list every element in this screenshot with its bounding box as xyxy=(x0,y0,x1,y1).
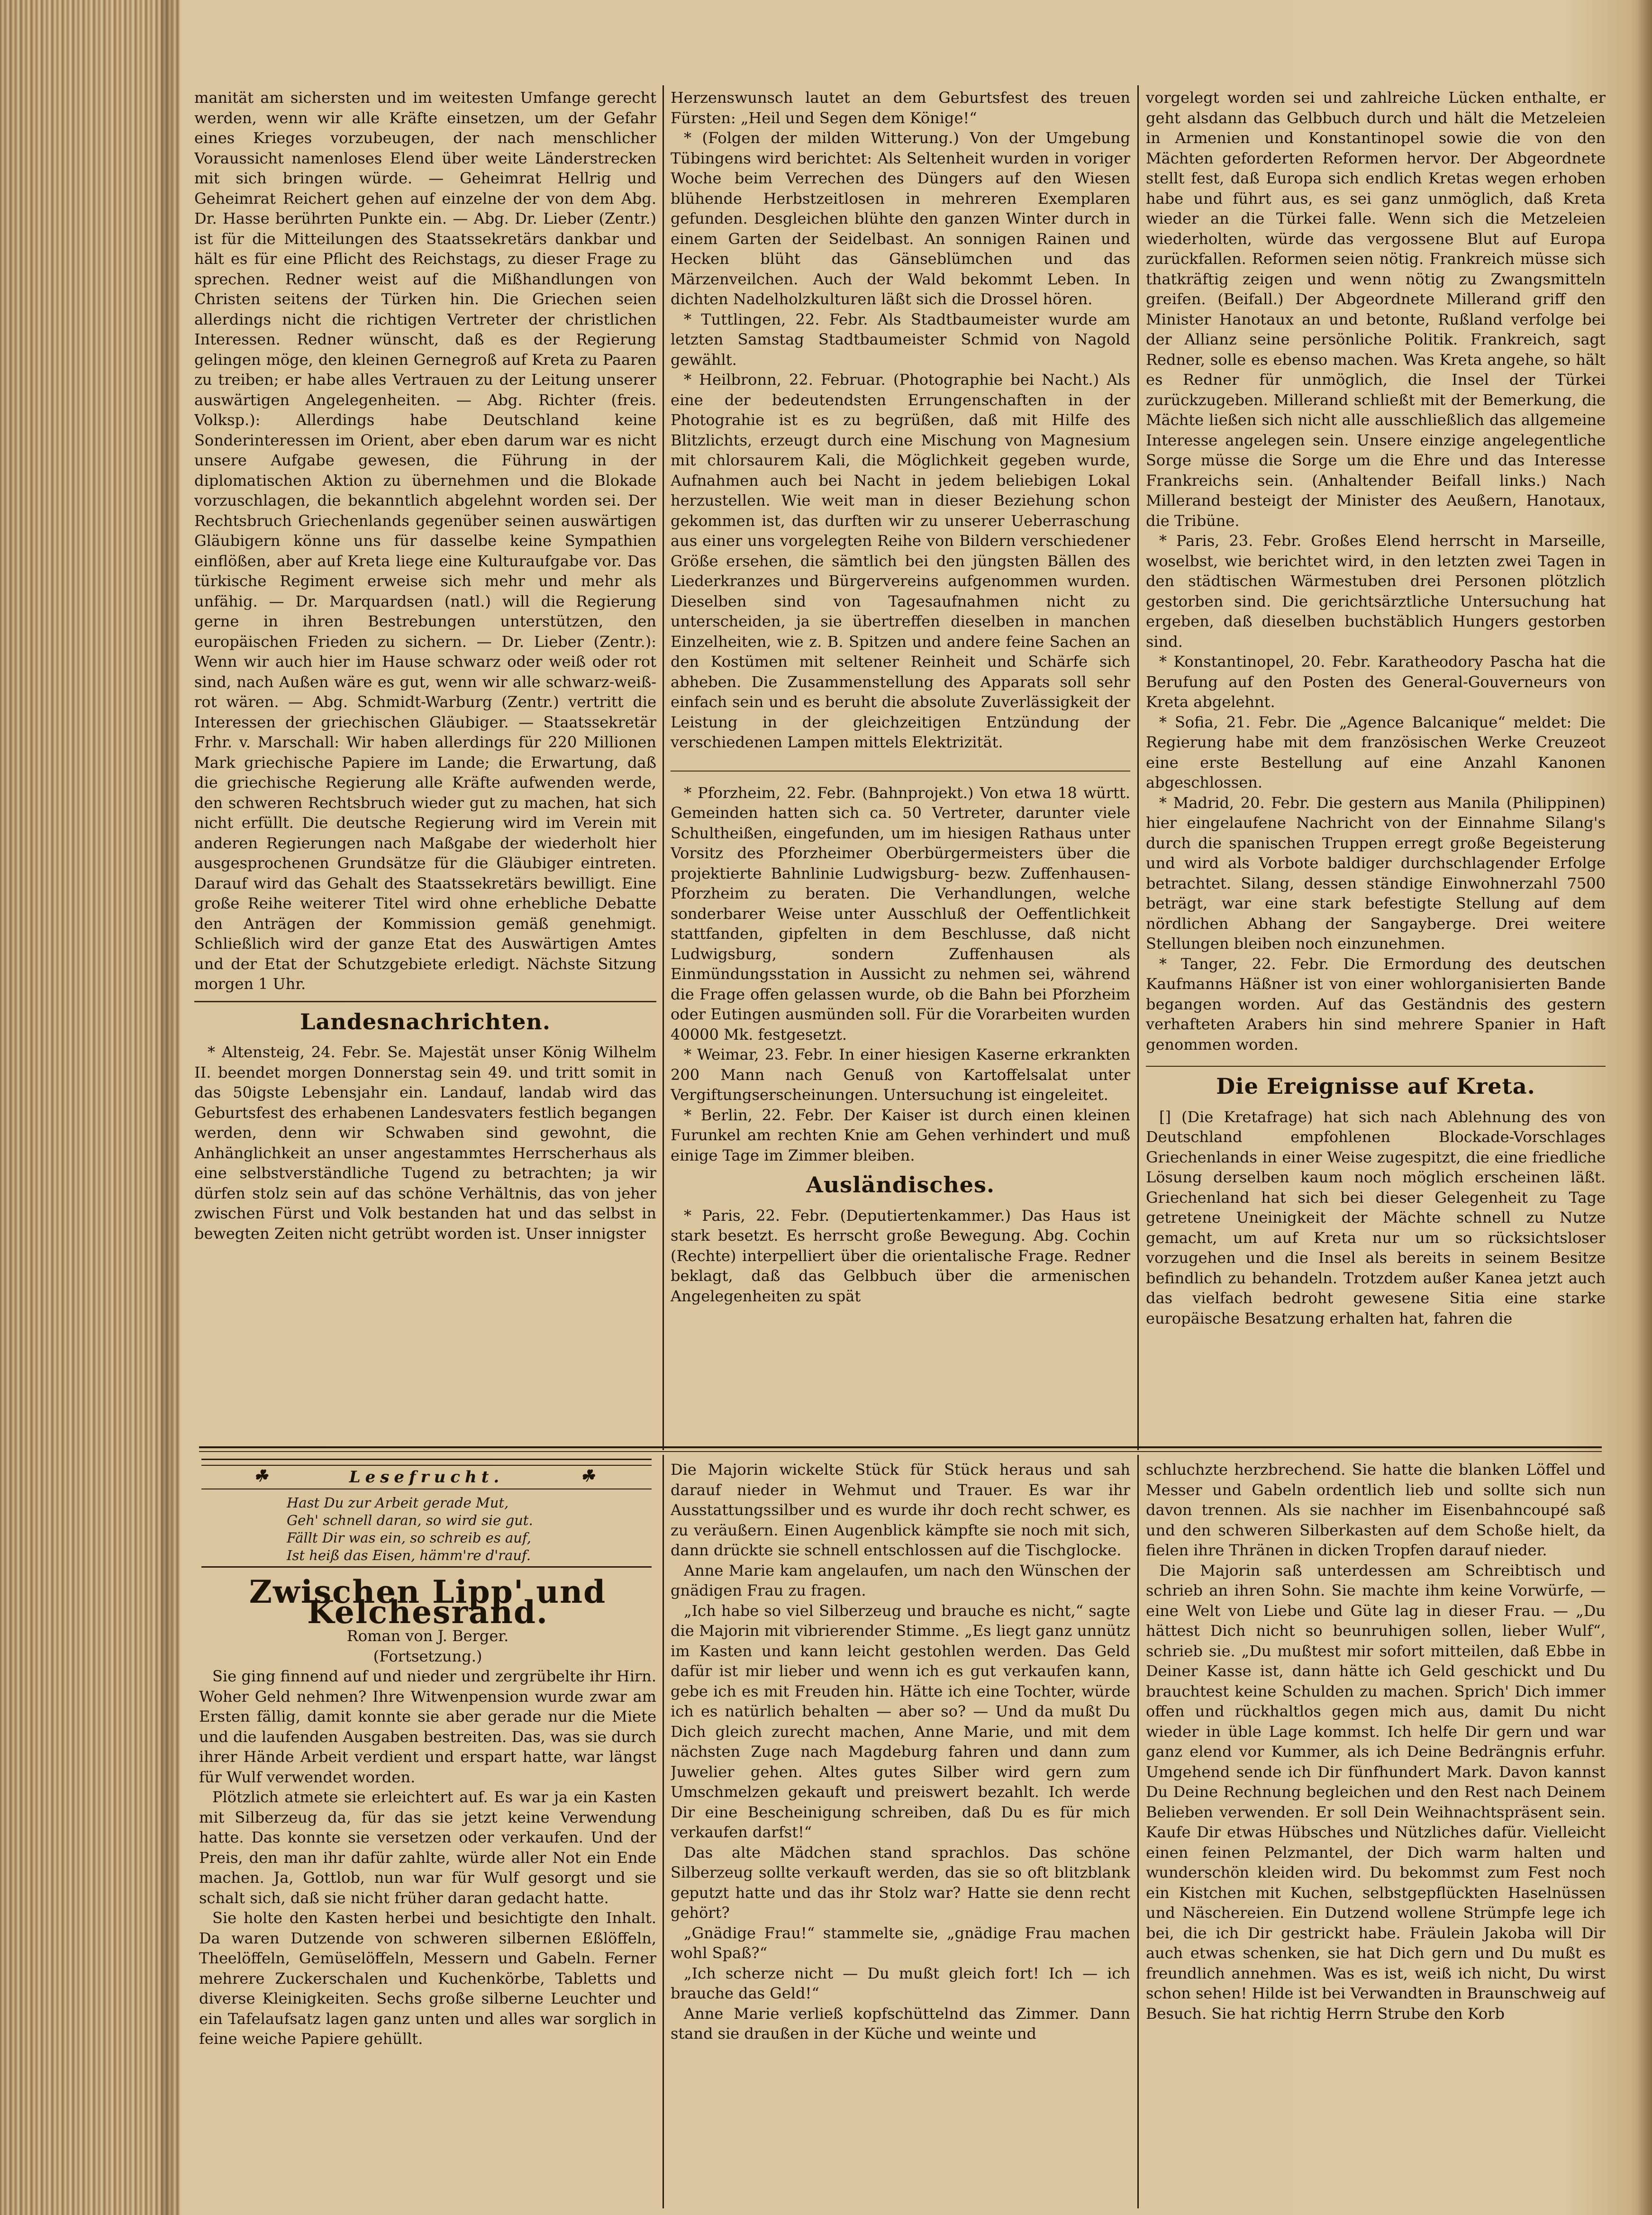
poem-line: Ist heiß das Eisen, hämm're d'rauf. xyxy=(287,1547,531,1563)
column-1-upper xyxy=(194,88,656,1424)
article-paris-misery: * Paris, 23. Febr. Großes Elend herrscht in Marseille, woselbst, wie berichtet wird, in den letzten zwei Tagen in den städtischen Wärmestuben drei Personen plötzlich gestorben sind. Die gerichtsärztliche Untersuchung hat ergeben, daß dieselben buchstäblich Hungers gestorben sind. xyxy=(1146,532,1606,651)
article-pforzheim: * Pforzheim, 22. Febr. (Bahnprojekt.) Von etwa 18 württ. Gemeinden hatten sich ca. 50 Vertreter, darunter viele Schultheißen, eingefunden, um im hiesigen Rathaus unter Vorsitz des Pforzheimer Oberbürgermeisters über die projektierte Bahnlinie Ludwigsburg- bezw. Zuffenhausen-Pforzheim zu beraten. Die Verhandlungen, welche sonderbarer Weise unter Ausschluß der Oeffentlichkeit stattfanden, gipfelten in dem Beschlusse, daß nicht Ludwigsburg, sondern Zuffenhausen als Einmündungsstation in Aussicht zu nehmen sei, während die Frage offen gelassen wurde, ob die Bahn bei Pforzheim oder Eutingen ausmünden soll. Für die Vorarbeiten wurden 40000 Mk. festgesetzt. xyxy=(671,783,1130,1044)
feuilleton-divider-thin xyxy=(199,1451,1602,1452)
article-kretafrage: [] (Die Kretafrage) hat sich nach Ablehnung des von Deutschland empfohlenen Blockade-Vorschlages Griechenlands in einer Weise zugespitzt, die eine friedliche Lösung derselben kaum noch möglich erscheinen läßt. Griechenland hat sich bei dieser Gelegenheit zu Tage getretene Uneinigkeit der Mächte schnell zu Nutze gemacht, um auf Kreta nur um so rücksichtsloser vorzugehen und die Insel als bereits in seinem Besitze befindlich zu behandeln. Trotzdem außer Kanea jetzt auch das vielfach bedroht gewesene Sitia eine starke europäische Besatzung erhalten hat, fahren die xyxy=(1146,1108,1606,1327)
poem-line: Fällt Dir was ein, so schreib es auf, xyxy=(287,1530,531,1546)
heading-landesnachrichten: Landesnachrichten. xyxy=(300,1008,551,1035)
article-weather: * (Folgen der milden Witterung.) Von der Umgebung Tübingens wird berichtet: Als Seltenheit wurden in voriger Woche beim Verrechen des Düngers auf den Wiesen blühende Herbstzeitlosen in mehreren Exemplaren gefunden. Desgleichen blühte den ganzen Winter durch in einem Garten der Seidelbast. An sonnigen Rainen und Hecken blüht das Gänseblümchen und das Märzenveilchen. Auch der Wald bekommt Leben. In dichten Nadelholzkulturen läßt sich die Drossel hören. xyxy=(671,129,1130,308)
article-birthday-wish: Herzenswunsch lautet an dem Geburtsfest des treuen Fürsten: „Heil und Segen dem Könige!“ xyxy=(671,89,1130,127)
article-heilbronn: * Heilbronn, 22. Februar. (Photographie bei Nacht.) Als eine der bedeutendsten Errungenschaften in der Photograhie ist es zu begrüßen, daß mit Hilfe des Blitzlichts, erzeugt durch eine Mischung von Magnesium mit chlorsaurem Kali, die Möglichkeit gegeben wurde, Aufnahmen auch bei Nacht in jedem beliebigen Lokal herzustellen. Wie weit man in dieser Beziehung schon gekommen ist, das durften wir zu unserer Ueberraschung aus einer uns vorgelegten Reihe von Bildern verschiedener Größe ersehen, die sämtlich bei den jüngsten Bällen des Liederkranzes und Bürgervereins aufgenommen wurden. Dieselben sind von Tagesaufnahmen nicht zu unterscheiden, ja sie übertreffen dieselben in manchen Einzelheiten, wie z. B. Spitzen und andere feine Sachen an den Kostümen mit seltener Reinheit und Schärfe sich abheben. Die Zusammenstellung des Apparats soll sehr einfach sein und es beruht die absolute Zuverlässigkeit der Leistung in der gleichzeitigen Entzündung der verschiedenen Lampen mittels Elektrizität. xyxy=(671,371,1130,751)
novel-paragraph: Die Majorin saß unterdessen am Schreibtisch und schrieb an ihren Sohn. Sie machte ihm keine Vorwürfe, — eine Welt von Liebe und Güte lag in dieser Frau. — „Du hättest Dich nicht so beunruhigen sollen, lieber Wulf“, schrieb sie. „Du mußtest mir sofort mitteilen, daß Ebbe in Deiner Kasse ist, dann hätte ich Geld geschickt und Du brauchtest keine Schulden zu machen. Sprich' Dich immer offen und rückhaltlos gegen mich aus, damit Du nicht wieder in üble Lage kommst. Ich helfe Dir gern und war ganz elend vor Kummer, als ich Deine Bedrängnis erfuhr. Umgehend sende ich Dir fünfhundert Mark. Davon kannst Du Deine Rechnung begleichen und den Rest nach Deinem Belieben verwenden. Er soll Dein Weihnachtspräsent sein. Kaufe Dir etwas Hübsches und Nützliches dafür. Vielleicht einen feinen Pelzmantel, der Dich warm halten und wunderschön kleiden wird. Du bekommst zum Fest noch ein Kistchen mit Kuchen, selbstgepflückten Haselnüssen und Näschereien. Ein Dutzend wollene Strümpfe lege ich bei, die ich Dir gestrickt habe. Fräulein Jakoba will Dir auch etwas schenken, sie hat Dich gern und Du mußt es freundlich annehmen. Was es ist, weiß ich nicht, Du wirst schon sehen! Hilde ist bei Verwandten in Braunschweig auf Besuch. Sie hat richtig Herrn Strube den Korb xyxy=(1146,1561,1606,2023)
novel-continuation: (Fortsetzung.) xyxy=(373,1647,482,1665)
article-altensteig: * Altensteig, 24. Febr. Se. Majestät unser König Wilhelm II. beendet morgen Donnerstag sein 49. und tritt somit in das 50igste Lebensjahr ein. Landauf, landab wird das Geburtsfest des erhabenen Landesvaters festlich begangen werden, denn wir Schwaben sind gewohnt, die Anhänglichkeit an unser angestammtes Herrscherhaus als eine selbstverständliche Tugend zu betrachten; ja wir dürfen stolz sein auf das schöne Verhältnis, das von jeher zwischen Fürst und Volk bestanden hat und das selbst in bewegten Zeiten nicht getrübt worden ist. Unser innigster xyxy=(194,1043,656,1243)
novel-paragraph: schluchzte herzbrechend. Sie hatte die blanken Löffel und Messer und Gabeln ordentlich lieb und sollte sich nun davon trennen. Als sie nachher im Eisenbahncoupé saß und den schweren Silberkasten auf dem Schoße hielt, da fielen ihre Thränen in dicken Tropfen darauf nieder. xyxy=(1146,1461,1606,1559)
column-2-upper xyxy=(671,88,1130,1424)
novel-paragraph: „Ich scherze nicht — Du mußt gleich fort! Ich — ich brauche das Geld!“ xyxy=(671,1964,1130,2002)
section-divider xyxy=(1146,1066,1606,1067)
book-binding-edge xyxy=(0,0,180,2215)
novel-paragraph: „Gnädige Frau!“ stammelte sie, „gnädige Frau machen wohl Spaß?“ xyxy=(671,1924,1130,1962)
clover-ornament-icon: ☘ xyxy=(254,1467,273,1486)
novel-author: Roman von J. Berger. xyxy=(346,1627,509,1645)
section-divider xyxy=(194,1001,656,1002)
reichstag-report: manität am sichersten und im weitesten Umfange gerecht werden, wenn wir alle Kräfte einsetzen, um der Gefahr eines Krieges vorzubeugen, der nach menschlicher Voraussicht namenloses Elend über weite Länderstrecken mit sich bringen würde. — Geheimrat Hellrig und Geheimrat Reichert gehen auf einzelne der von dem Abg. Dr. Hasse berührten Punkte ein. — Abg. Dr. Lieber (Zentr.) ist für die Mitteilungen des Staatssekretärs dankbar und hält es für eine Pflicht des Reichstags, zu dieser Frage zu sprechen. Redner weist auf die Mißhandlungen von Christen seitens der Türken hin. Die Griechen seien allerdings nicht die richtigen Vertreter der christlichen Interessen. Redner wünscht, daß es der Regierung gelingen möge, den kleinen Gernegroß auf Kreta zu Paaren zu treiben; er habe alles Vertrauen zu der Leitung unserer auswärtigen Angelegenheiten. — Abg. Richter (freis. Volksp.): Allerdings habe Deutschland keine Sonderinteressen im Orient, aber eben darum war es nicht unsere Aufgabe gewesen, die Führung in der diplomatischen Aktion zu übernehmen und die Blokade vorzuschlagen, die bekanntlich abgelehnt worden sei. Der Rechtsbruch Griechenlands gegenüber seinen auswärtigen Gläubigern könne uns für dasselbe keine Sympathien einflößen, aber auf Kreta liege eine Kulturaufgabe vor. Das türkische Regiment erweise sich mehr und mehr als unfähig. — Dr. Marquardsen (natl.) will die Regierung gerne in ihren Bestrebungen unterstützen, den europäischen Frieden zu sichern. — Dr. Lieber (Zentr.): Wenn wir auch hier im Hause schwarz oder weiß oder rot sind, nach Außen wäre es gut, wenn wir alle schwarz-weiß-rot wären. — Abg. Schmidt-Warburg (Zentr.) vertritt die Interessen der griechischen Gläubiger. — Staatssekretär Frhr. v. Marschall: Wir haben allerdings für 220 Millionen Mark griechische Papiere im Lande; die Erwartung, daß die griechische Regierung alle Kräfte aufwenden werde, den schweren Rechtsbruch wieder gut zu machen, hat sich nicht erfüllt. Die deutsche Regierung wird im Verein mit anderen Regierungen nach Maßgabe der wiederholt hier ausgesprochenen Grundsätze für die Gläubiger eintreten. Darauf wird das Gehalt des Staatssekretärs bewilligt. Eine große Reihe weiterer Titel wird ohne erhebliche Debatte den Anträgen der Kommission gemäß genehmigt. Schließlich wird der ganze Etat des Auswärtigen Amtes und der Etat der Schutzgebiete erledigt. Nächste Sitzung morgen 1 Uhr. xyxy=(194,89,656,993)
novel-column-2 xyxy=(671,1460,1130,2204)
novel-paragraph: Sie ging finnend auf und nieder und zergrübelte ihr Hirn. Woher Geld nehmen? Ihre Witwenpension wurde zwar am Ersten fällig, damit konnte sie aber gerade nur die Miete und die laufenden Ausgaben bestreiten. Das, was sie durch ihrer Hände Arbeit verdient und erspart hatte, war längst für Wulf verwendet worden. xyxy=(199,1667,656,1786)
novel-column-3 xyxy=(1146,1460,1606,2204)
section-divider xyxy=(671,771,1130,772)
novel-paragraph: Plötzlich atmete sie erleichtert auf. Es war ja ein Kasten mit Silberzeug da, für das sie jetzt keine Verwendung hatte. Das konnte sie versetzen oder verkaufen. Und der Preis, den man ihr dafür zahlte, würde aller Not ein Ende machen. Ja, Gottlob, nun war für Wulf gesorgt und sie schalt sich, daß sie nicht früher daran gedacht hatte. xyxy=(199,1788,656,1907)
heading-kreta: Die Ereignisse auf Kreta. xyxy=(1216,1073,1535,1099)
article-weimar: * Weimar, 23. Febr. In einer hiesigen Kaserne erkrankten 200 Mann nach Genuß von Kartoffelsalat unter Vergiftungserscheinungen. Untersuchung ist eingeleitet. xyxy=(671,1045,1130,1104)
column-rule-3 xyxy=(663,1455,664,2208)
column-rule-2 xyxy=(1137,85,1139,1450)
poem-line: Geh' schnell daran, so wird sie gut. xyxy=(287,1512,533,1528)
lesefrucht-poem xyxy=(201,1489,652,1564)
novel-title: Zwischen Lipp' und Kelchesrand. xyxy=(249,1573,607,1631)
article-tanger: * Tanger, 22. Febr. Die Ermordung des deutschen Kaufmanns Häßner ist von einer wohlorganisierten Bande begangen worden. Auf das Geständnis des gestern verhafteten Arabers hin sind mehrere Spanier in Haft genommen worden. xyxy=(1146,954,1606,1053)
novel-column-1 xyxy=(199,1573,656,2204)
column-3-upper xyxy=(1146,88,1606,1424)
article-konstantinopel: * Konstantinopel, 20. Febr. Karatheodory Pascha hat die Berufung auf den Posten des General-Gouverneurs von Kreta abgelehnt. xyxy=(1146,653,1606,711)
novel-paragraph: Anne Marie verließ kopfschüttelnd das Zimmer. Dann stand sie draußen in der Küche und weinte und xyxy=(671,2004,1130,2043)
novel-paragraph: „Ich habe so viel Silberzeug und brauche es nicht,“ sagte die Majorin mit vibrierender Stimme. „Es liegt ganz unnütz im Kasten und kann leicht gestohlen werden. Das Geld dafür ist mir lieber und wenn ich es gut verkaufen kann, gebe ich es mit Freuden hin. Hätte ich eine Tochter, würde ich es natürlich behalten — aber so? — Und da mußt Du Dich gleich zurecht machen, Anne Marie, und mit dem nächsten Zuge nach Magdeburg fahren und dann zum Juwelier gehen. Altes gutes Silber wird gern zum Umschmelzen gekauft und preiswert bezahlt. Ich werde Dir eine Bescheinigung schreiben, daß Du es für mich verkaufen darfst!“ xyxy=(671,1601,1130,1841)
page-shadow-edge xyxy=(1638,0,1652,2215)
article-paris-deputies: * Paris, 22. Febr. (Deputiertenkammer.) Das Haus ist stark besetzt. Es herrscht große Bewegung. Abg. Cochin (Rechte) interpelliert über die orientalische Frage. Redner beklagt, daß das Gelbbuch über die armenischen Angelegenheiten zu spät xyxy=(671,1206,1130,1305)
article-tuttlingen: * Tuttlingen, 22. Febr. Als Stadtbaumeister wurde am letzten Samstag Stadtbaumeister Schmid von Nagold gewählt. xyxy=(671,310,1130,369)
column-rule-4 xyxy=(1137,1455,1139,2208)
lesefrucht-title: Lesefrucht. xyxy=(349,1468,504,1487)
poem-line: Hast Du zur Arbeit gerade Mut, xyxy=(287,1495,509,1511)
lesefrucht-box xyxy=(201,1459,652,1568)
novel-paragraph: Das alte Mädchen stand sprachlos. Das schöne Silberzeug sollte verkauft werden, das sie so oft blitzblank geputzt hatte und das ihr Stolz war? Hatte sie denn recht gehört? xyxy=(671,1843,1130,1922)
novel-paragraph: Anne Marie kam angelaufen, um nach den Wünschen der gnädigen Frau zu fragen. xyxy=(671,1561,1130,1599)
article-madrid: * Madrid, 20. Febr. Die gestern aus Manila (Philippinen) hier eingelaufene Nachricht von der Einnahme Silang's durch die spanischen Truppen erregt große Begeisterung und wird als Vorbote baldiger durchschlagender Erfolge betrachtet. Silang, dessen ständige Einwohnerzahl 7500 beträgt, war eine stark befestigte Stellung auf dem nördlichen Abhang der Sangayberge. Drei weitere Stellungen bleiben noch einzunehmen. xyxy=(1146,793,1606,953)
feuilleton-divider xyxy=(199,1446,1602,1448)
heading-auslaendisches: Ausländisches. xyxy=(806,1172,995,1198)
article-berlin: * Berlin, 22. Febr. Der Kaiser ist durch einen kleinen Furunkel am rechten Knie am Gehen verhindert und muß einige Tage im Zimmer bleiben. xyxy=(671,1106,1130,1164)
clover-ornament-icon: ☘ xyxy=(580,1467,599,1486)
lesefrucht-title-bar xyxy=(201,1465,652,1489)
column-rule-1 xyxy=(663,85,664,1450)
novel-paragraph: Sie holte den Kasten herbei und besichtigte den Inhalt. Da waren Dutzende von schweren silbernen Eßlöffeln, Theelöffeln, Gemüselöffeln, Messern und Gabeln. Ferner mehrere Zuckerschalen und Kuchenkörbe, Tabletts und diverse Kleinigkeiten. Sechs große silberne Leuchter und ein Tafelaufsatz lagen ganz unten und alles war sorglich in feine weiche Papiere gehüllt. xyxy=(199,1909,656,2048)
novel-paragraph: Die Majorin wickelte Stück für Stück heraus und sah darauf nieder in Wehmut und Trauer. Es war ihr Ausstattungssilber und es wurde ihr doch recht schwer, es zu veräußern. Einen Augenblick kämpfte sie noch mit sich, dann drückte sie schnell entschlossen auf die Tischglocke. xyxy=(671,1461,1130,1559)
article-paris-continued: vorgelegt worden sei und zahlreiche Lücken enthalte, er geht alsdann das Gelbbuch durch und hält die Metzeleien in Armenien und Konstantinopel sowie die von den Mächten geforderten Reformen hervor. Der Abgeordnete stellt fest, daß Europa sich endlich Kretas wegen erhoben habe und führt aus, es sei ganz unmöglich, daß Kreta wieder an die Türkei falle. Wenn sich die Metzeleien wiederholten, würde das vergossene Blut auf Europa zurückfallen. Reformen seien nötig. Frankreich müsse sich thatkräftig zeigen und wenn nötig zu Zwangsmitteln greifen. (Beifall.) Der Abgeordnete Millerand griff den Minister Hanotaux an und betonte, Rußland verfolge bei der Allianz seine persönliche Politik. Frankreich, sagt Redner, solle es ebenso machen. Was Kreta angehe, so hält es Redner für unmöglich, die Insel der Türkei zurückzugeben. Millerand schließt mit der Bemerkung, die Mächte ließen sich nicht alle ausschließlich das allgemeine Interesse angelegen sein. Unsere einzige angelegentliche Sorge müsse die Sorge um die Ehre und das Interesse Frankreichs sein. (Anhaltender Beifall links.) Nach Millerand besteigt der Minister des Aeußern, Hanotaux, die Tribüne. xyxy=(1146,89,1606,530)
article-sofia: * Sofia, 21. Febr. Die „Agence Balcanique“ meldet: Die Regierung habe mit dem französischen Werke Creuzeot eine erste Bestellung auf eine Anzahl Kanonen abgeschlossen. xyxy=(1146,713,1606,791)
